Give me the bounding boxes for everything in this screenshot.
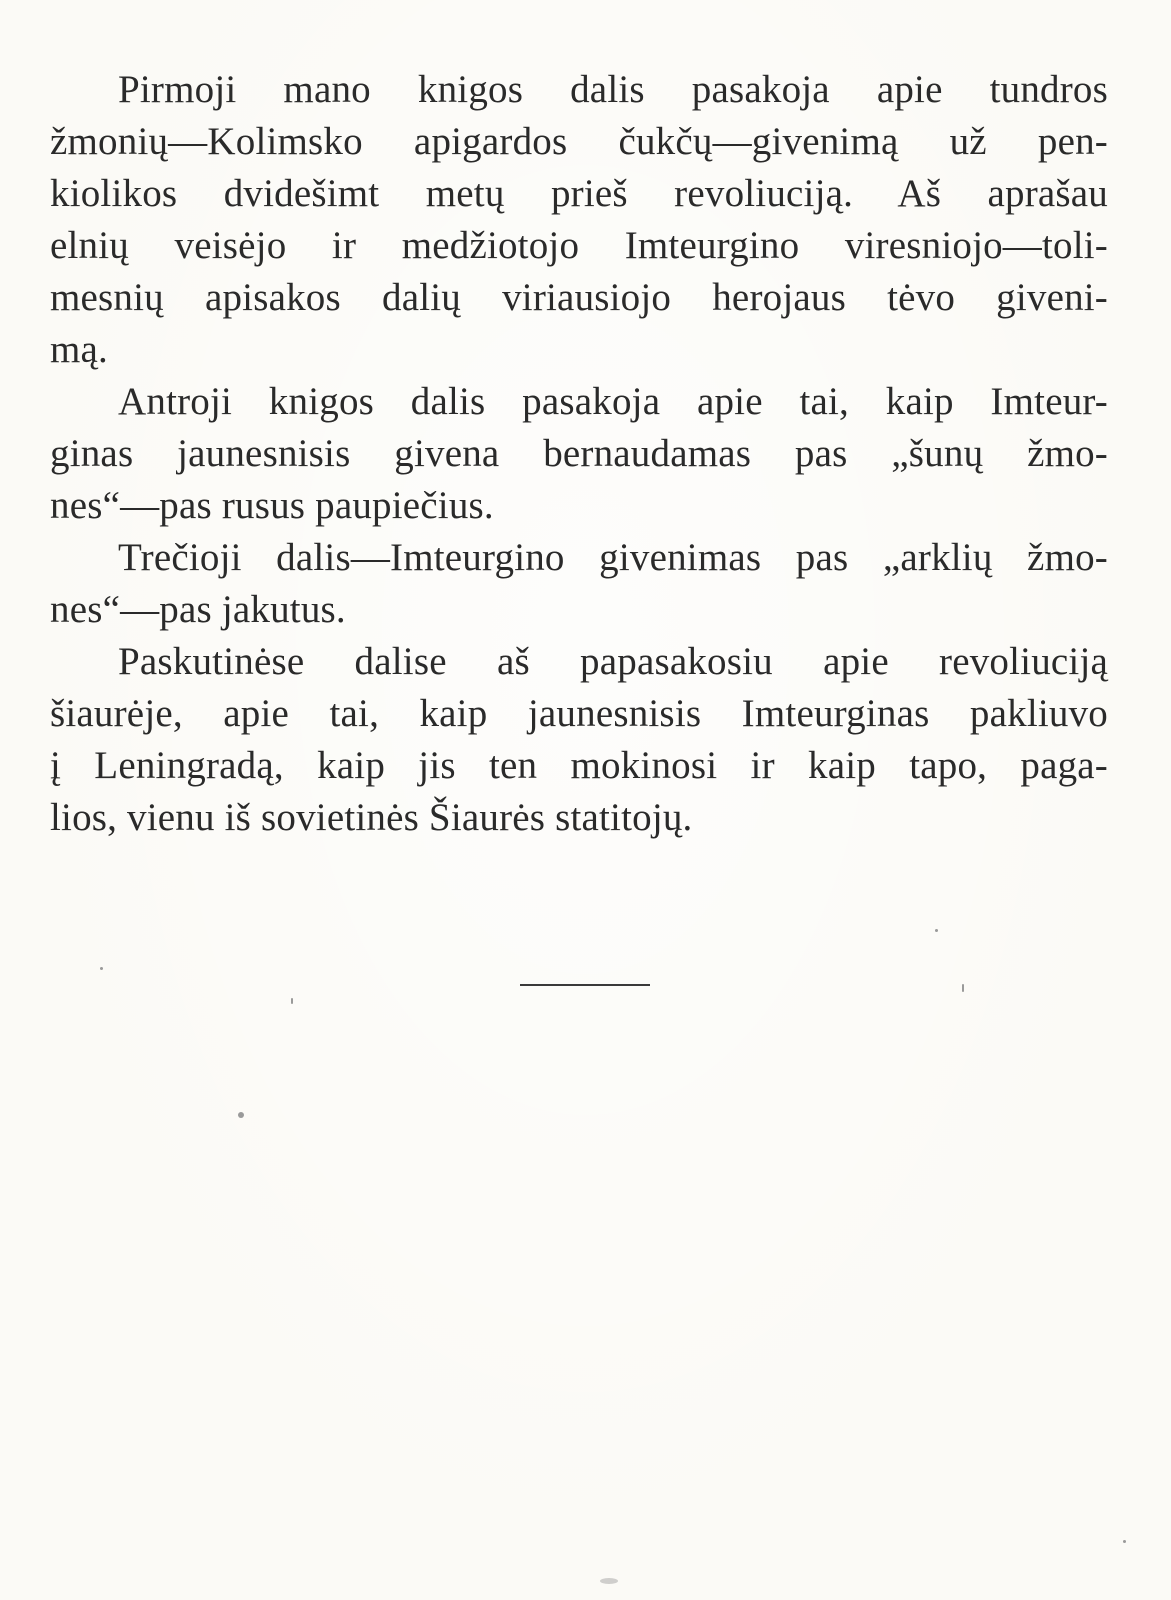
paragraph-2-line-3: nes“—pas rusus paupiečius. <box>50 484 494 527</box>
paragraph-2-line-1: Antroji knigos dalis pasakoja apie tai, kaip Imteur- <box>118 380 1108 423</box>
paragraph-3-line-2: nes“—pas jakutus. <box>50 588 346 631</box>
scan-speck <box>600 1578 618 1584</box>
scan-speck <box>291 998 293 1004</box>
paragraph-1-line-6: mą. <box>50 328 108 371</box>
body-text <box>50 64 1108 844</box>
scan-speck <box>935 929 938 932</box>
paragraph-1-line-5: mesnių apisakos dalių viriausiojo herojaus tėvo giveni- <box>50 276 1108 319</box>
paragraph-4-line-3: į Leningradą, kaip jis ten mokinosi ir kaip tapo, paga- <box>50 744 1108 787</box>
paragraph-4-line-4: lios, vienu iš sovietinės Šiaurės statitojų. <box>50 796 693 839</box>
paragraph-2-line-2: ginas jaunesnisis givena bernaudamas pas „šunų žmo- <box>50 432 1108 475</box>
paragraph-1-line-1: Pirmoji mano knigos dalis pasakoja apie tundros <box>118 68 1108 111</box>
paragraph-1-line-4: elnių veisėjo ir medžiotojo Imteurgino viresniojo—toli- <box>50 224 1108 267</box>
paragraph-4-line-1: Paskutinėse dalise aš papasakosiu apie revoliuciją <box>118 640 1108 683</box>
paragraph-1-line-3: kiolikos dvidešimt metų prieš revoliuciją. Aš aprašau <box>50 172 1108 215</box>
scan-speck <box>100 967 103 970</box>
paragraph-1-line-2: žmonių—Kolimsko apigardos čukčų—givenimą už pen- <box>50 120 1108 163</box>
scan-speck <box>962 984 964 992</box>
paragraph-4-line-2: šiaurėje, apie tai, kaip jaunesnisis Imteurginas pakliuvo <box>50 692 1108 735</box>
paragraph-3-line-1: Trečioji dalis—Imteurgino givenimas pas „arklių žmo- <box>118 536 1108 579</box>
scan-speck <box>238 1112 244 1118</box>
scan-speck <box>1123 1540 1126 1543</box>
section-divider-rule <box>520 984 650 986</box>
